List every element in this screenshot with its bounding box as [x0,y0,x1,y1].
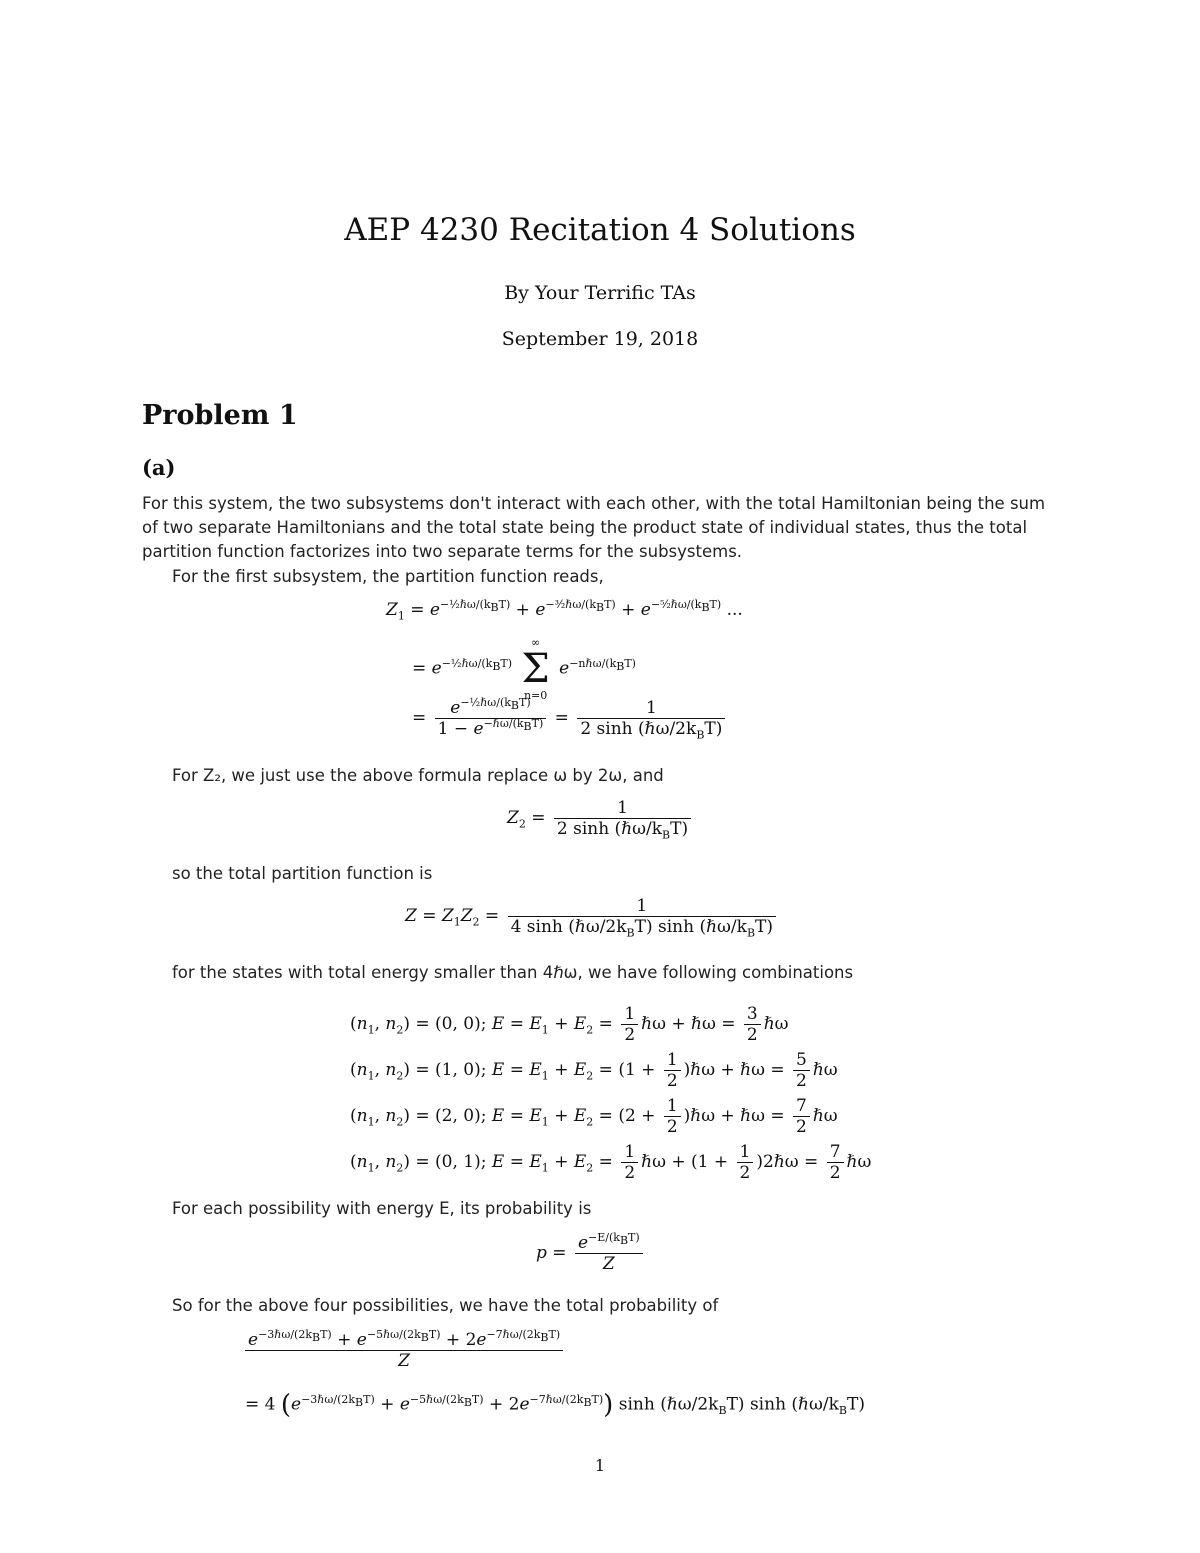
author-line: By Your Terrific TAs [504,282,696,304]
equation-state-1: ($n_1$, $n_2) = (0$, 0); $E = E_1 + E_2$ = $\frac{1}{2}$ ℏω + ℏω = $\frac{3}{2}$ ℏω [350,1004,789,1045]
equation-z2: $Z_2$ = $\frac{1}{2 \sinh (\hbar\omega/k_BT)}$ [507,798,694,839]
page-number: 1 [594,1456,606,1475]
equation-probability: p = $\frac{e^{-E/(k_BT)}}{Z}$ [536,1233,646,1274]
equation-state-3: ($n_1$, $n_2) = (2$, 0); $E = E_1 + E_2 = (2$ + $\frac{1}{2}$ )ℏω + ℏω = $\frac{7}{2}$ ℏω [350,1096,838,1137]
equation-z-total: $Z = Z_1Z_2$ = $\frac{1}{4 \sinh (\hbar\omega/2k_BT) \sinh (\hbar\omega/k_BT)}$ [405,896,779,937]
page-title: AEP 4230 Recitation 4 Solutions [344,212,856,248]
section-heading: Problem 1 [142,400,298,431]
equation-state-2: ($n_1$, $n_2) = (1$, 0); $E = E_1 + E_2 = (1$ + $\frac{1}{2}$ )ℏω + ℏω = $\frac{5}{2}$ ℏω [350,1050,838,1091]
intro-paragraph: For this system, the two subsystems don't interact with each other, with the total Hamiltonian being the sum of two separate Hamiltonians and the total state being the product state of individual states, thus the total partition function factorizes into two separate terms for the subsystems. [142,494,1046,561]
z2-intro-text: For Z₂, we just use the above formula replace ω by 2ω, and [172,766,664,785]
subsection-heading: (a) [142,455,176,480]
total-prob-intro-text: So for the above four possibilities, we have the total probability of [172,1296,719,1315]
first-subsystem-text: For the first subsystem, the partition function reads, [172,567,604,586]
equation-state-4: ($n_1$, $n_2) = (0$, 1); $E = E_1 + E_2$ = $\frac{1}{2}$ ℏω + (1 + $\frac{1}{2}$ )2ℏω = $\frac{7}{2}$ ℏω [350,1142,872,1183]
equation-z1-line1: $Z_1 = e^{-\frac{1}{2}\hbar\omega/(k_BT)} + e^{-^3⁄_2\hbar\omega/(k_BT)} + e^{-^5⁄_2\hbar\omega/(k_BT)}$ ... [386,598,743,623]
prob-intro-text: For each possibility with energy E, its probability is [172,1199,592,1218]
equation-total-prob-line1: $\frac{e^{-3\hbar\omega/(2k_BT)} + e^{-5\hbar\omega/(2k_BT)} + 2e^{-7\hbar\omega/(2k_BT)}}{Z}$ [245,1330,563,1371]
equation-z1-line3: = $\frac{e^{-\frac{1}{2}\hbar\omega/(k_BT)}}{1 - e^{-\hbar\omega/(k_BT)}}$ = $\frac{1}{2 \sinh (\hbar\omega/2k_BT)}$ [412,698,728,739]
date-line: September 19, 2018 [501,328,699,350]
equation-total-prob-line2: = 4 $(e^{-3\hbar\omega/(2k_BT)} + e^{-5\hbar\omega/(2k_BT)} + 2e^{-7\hbar\omega/(2k_BT)})$ $\sinh (\hbar\omega/2k_BT)$ $\sinh (\hbar\omega/k_BT)$ [245,1390,865,1420]
states-intro-text: for the states with total energy smaller than 4ℏω, we have following combinations [172,963,854,982]
equation-z1-line2: = $e^{-\frac{1}{2}\hbar\omega/(k_BT)}$ ∞ Σ n=0 $e^{-n\hbar\omega/(k_BT)}$ [412,636,636,702]
total-intro-text: so the total partition function is [172,864,433,883]
